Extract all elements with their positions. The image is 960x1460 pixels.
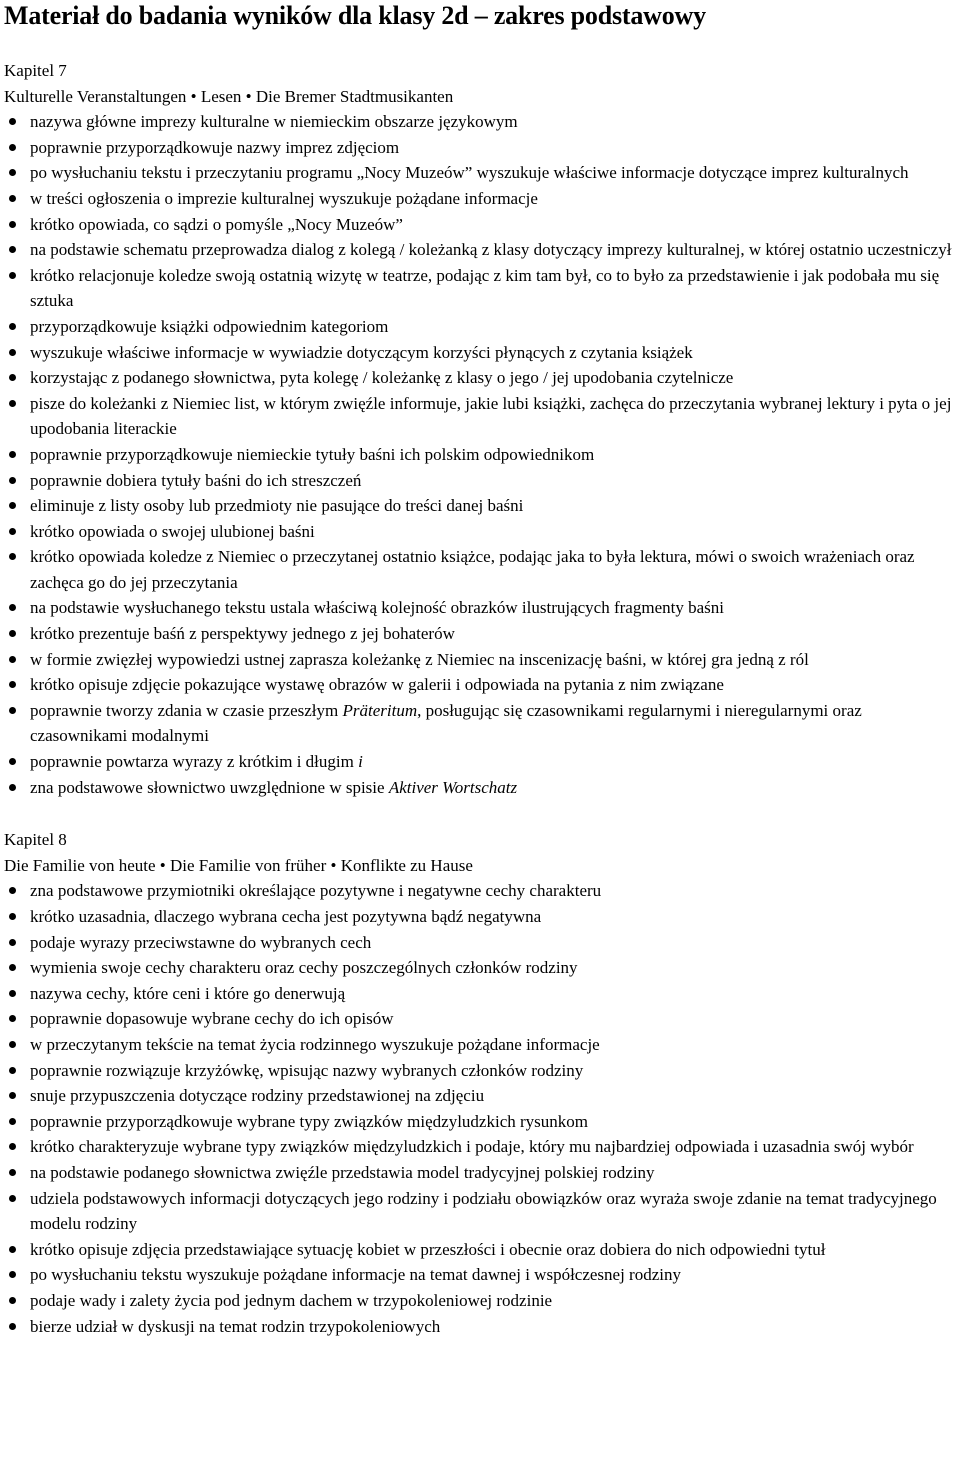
text-run: krótko opowiada koledze z Niemiec o przeczytanej ostatnio książce, podając jaka to była lektura, mówi o swoich wrażeniach oraz zachęca go do jej przeczytania [30,547,915,592]
list-item-text [30,1189,937,1234]
bullet-icon [9,1169,16,1176]
text-run: snuje przypuszczenia dotyczące rodziny przedstawionej na zdjęciu [30,1086,485,1106]
italic-term: Aktiver Wortschatz [388,777,518,797]
text-run: krótko relacjonuje koledze swoją ostatnią wizytę w teatrze, podając z kim tam był, co to było za przedstawienie i jak podobała mu się sztuka [30,265,940,311]
list-item-text [30,1137,914,1156]
list-item [4,1186,958,1237]
bullet-icon [9,1271,16,1278]
list-item [4,212,958,238]
list-item [4,1237,958,1263]
bullet-icon [9,1297,16,1304]
bullet-icon [9,1323,16,1330]
chapter-topics: Kulturelle Veranstaltungen • Lesen • Die Bremer Stadtmusikanten [4,86,454,106]
list-item-text [30,624,455,643]
list-item [4,237,958,263]
list-item [4,1032,958,1058]
list-item-text [30,650,809,669]
list-item [4,1058,958,1084]
list-item-text [30,1009,394,1028]
text-run: w formie zwięzłej wypowiedzi ustnej zaprasza koleżankę z Niemiec na inscenizację baśni, w której gra jedną z ról [30,649,809,669]
bullet-icon [9,1041,16,1048]
list-item [4,1083,958,1109]
italic-term: Präteritum [342,700,418,720]
bullet-icon [9,528,16,535]
text-run: poprawnie przyporządkowuje wybrane typy związków międzyludzkich rysunkom [30,1111,588,1131]
text-run: krótko opowiada, co sądzi o pomyśle „Nocy Muzeów” [30,214,403,234]
list-item [4,1288,958,1314]
bullet-icon [9,195,16,202]
list-item [4,391,958,442]
text-run: zna podstawowe przymiotniki określające pozytywne i negatywne cechy charakteru [30,881,602,901]
list-item-text [30,1112,588,1131]
text-run: na podstawie podanego słownictwa zwięźle przedstawia model tradycyjnej polskiej rodziny [30,1162,655,1182]
list-item-text [30,394,951,439]
text-run: bierze udział w dyskusji na temat rodzin trzypokoleniowych [30,1316,441,1336]
chapter-topics: Die Familie von heute • Die Familie von früher • Konflikte zu Hause [4,855,473,875]
list-item [4,135,958,161]
text-run: krótko uzasadnia, dlaczego wybrana cecha jest pozytywna bądź negatywna [30,907,542,926]
bullet-icon [9,1195,16,1202]
list-item-text [30,1061,583,1080]
list-item-text [30,112,518,131]
text-run: pisze do koleżanki z Niemiec list, w którym zwięźle informuje, jakie lubi książki, zachęca do przeczytania wybranej lektury i pyta o jej upodobania literackie [30,393,952,439]
text-run: w treści ogłoszenia o imprezie kulturalnej wyszukuje pożądane informacje [30,188,538,208]
text-run: w przeczytanym tekście na temat życia rodzinnego wyszukuje pożądane informacje [30,1034,600,1054]
text-run: udziela podstawowych informacji dotyczących jego rodziny i podziału obowiązków oraz wyraża swoje zdanie na temat tradycyjnego modelu rodziny [30,1188,937,1234]
text-run: zna podstawowe słownictwo uwzględnione w spisie [30,777,389,797]
bullet-icon [9,887,16,894]
text-run: eliminuje z listy osoby lub przedmioty nie pasujące do treści danej baśni [30,496,524,516]
bullet-icon [9,1092,16,1099]
list-item [4,749,958,775]
list-item [4,544,958,595]
list-item [4,930,958,956]
list-item-text [30,522,315,541]
text-run: nazywa cechy, które ceni i które go denerwują [30,983,346,1003]
list-item [4,698,958,749]
list-item [4,672,958,698]
bullet-icon [9,939,16,946]
text-run: poprawnie dopasowuje wybrane cechy do ich opisów [30,1009,394,1029]
list-item [4,1134,958,1160]
list-item [4,519,958,545]
list-item-text [30,984,345,1003]
text-run: krótko opowiada o swojej ulubionej baśni [30,521,315,541]
bullet-icon [9,681,16,688]
document-title: Materiał do badania wyników dla klasy 2d – zakres podstawowy [4,1,706,30]
bullet-icon [9,1015,16,1022]
bullet-icon [9,1246,16,1253]
text-run: krótko opisuje zdjęcia przedstawiające sytuację kobiet w przeszłości i obecnie oraz dobiera do nich odpowiedni tytuł [30,1239,826,1259]
list-item [4,981,958,1007]
bullet-icon [9,502,16,509]
list-item-text [30,240,951,259]
text-run: na podstawie schematu przeprowadza dialog z kolegą / koleżanką z klasy dotyczący imprezy kulturalnej, w której ostatnio uczestniczył [30,240,952,260]
list-item [4,1006,958,1032]
bullet-icon [9,144,16,151]
italic-term: i [358,752,363,772]
list-item [4,1109,958,1135]
bullet-icon [9,374,16,381]
list-item-text [30,598,724,617]
bullet-icon [9,246,16,253]
bullet-icon [9,784,16,791]
bullet-icon [9,477,16,484]
bullet-icon [9,913,16,920]
list-item [4,314,958,340]
list-item-text [30,1035,600,1054]
text-run: wymienia swoje cechy charakteru oraz cechy poszczególnych członków rodziny [30,958,578,978]
list-item [4,647,958,673]
text-run: poprawnie tworzy zdania w czasie przeszłym [30,700,343,720]
list-item-text [30,933,371,952]
list-item-text [30,343,693,362]
bullet-icon [9,656,16,663]
list-item [4,1314,958,1340]
chapter-label: Kapitel 7 [4,61,67,80]
text-run: podaje wady i zalety życia pod jednym dachem w trzypokoleniowej rodzinie [30,1290,553,1310]
bullet-icon [9,221,16,228]
list-item-text [30,752,363,771]
list-item [4,109,958,135]
bullet-icon [9,553,16,560]
list-item [4,1262,958,1288]
bullet-icon [9,758,16,765]
chapter-8-list [4,878,958,1339]
list-item-text [30,675,724,694]
list-item [4,955,958,981]
list-item [4,468,958,494]
list-item [4,878,958,904]
text-run: po wysłuchaniu tekstu wyszukuje pożądane informacje na temat dawnej i współczesnej rodziny [30,1265,681,1285]
text-run: wyszukuje właściwe informacje w wywiadzie dotyczącym korzyści płynących z czytania książek [30,342,693,362]
list-item-text [30,1240,825,1259]
text-run: krótko opisuje zdjęcie pokazujące wystawę obrazów w galerii i odpowiada na pytania z nim związane [30,675,724,695]
chapter-7-section [4,58,958,800]
list-item [4,160,958,186]
list-item-text [30,701,862,746]
bullet-icon [9,964,16,971]
list-item-text [30,138,399,157]
list-item-text [30,881,601,900]
list-item-text [30,317,388,336]
list-item [4,595,958,621]
list-item-text [30,907,541,926]
chapter-8-section [4,827,958,1339]
list-item-text [30,1086,484,1105]
list-item-text [30,1265,681,1284]
bullet-icon [9,323,16,330]
list-item [4,493,958,519]
list-item-text [30,958,578,977]
text-run: nazywa główne imprezy kulturalne w niemieckim obszarze językowym [30,112,518,132]
list-item-text [30,1163,655,1182]
list-item-text [30,445,594,464]
list-item [4,904,958,930]
list-item [4,263,958,314]
chapter-7-list [4,109,958,800]
bullet-icon [9,272,16,279]
list-item-text [30,189,538,208]
list-item-text [30,163,909,182]
bullet-icon [9,118,16,125]
text-run: podaje wyrazy przeciwstawne do wybranych cech [30,932,372,952]
list-item [4,1160,958,1186]
text-run: poprawnie dobiera tytuły baśni do ich streszczeń [30,470,362,490]
bullet-icon [9,707,16,714]
bullet-icon [9,169,16,176]
text-run: krótko charakteryzuje wybrane typy związków międzyludzkich i podaje, który mu najbardziej odpowiada i uzasadnia swój wybór [30,1137,914,1157]
list-item [4,365,958,391]
list-item-text [30,1317,440,1336]
chapter-label: Kapitel 8 [4,830,67,850]
bullet-icon [9,990,16,997]
text-run: po wysłuchaniu tekstu i przeczytaniu programu „Nocy Muzeów” wyszukuje właściwe informacje dotyczące imprez kulturalnych [30,163,909,183]
bullet-icon [9,451,16,458]
text-run: poprawnie powtarza wyrazy z krótkim i długim [30,752,359,772]
list-item-text [30,778,517,797]
list-item-text [30,1291,552,1310]
text-run: poprawnie rozwiązuje krzyżówkę, wpisując nazwy wybranych członków rodziny [30,1060,584,1080]
list-item-text [30,547,915,592]
list-item-text [30,471,361,490]
bullet-icon [9,349,16,356]
list-item-text [30,215,403,234]
bullet-icon [9,1067,16,1074]
text-run: korzystając z podanego słownictwa, pyta kolegę / koleżankę z klasy o jego / jej upodobania czytelnicze [30,368,734,388]
bullet-icon [9,604,16,611]
bullet-icon [9,400,16,407]
list-item [4,186,958,212]
text-run: krótko prezentuje baśń z perspektywy jednego z jej bohaterów [30,624,455,644]
text-run: poprawnie przyporządkowuje nazwy imprez zdjęciom [30,137,400,157]
bullet-icon [9,630,16,637]
text-run: poprawnie przyporządkowuje niemieckie tytuły baśni ich polskim odpowiednikom [30,444,595,464]
list-item [4,340,958,366]
list-item [4,621,958,647]
list-item-text [30,266,939,311]
list-item [4,775,958,801]
text-run: przyporządkowuje książki odpowiednim kategoriom [30,316,389,336]
bullet-icon [9,1143,16,1150]
text-run: , posługując się czasownikami regularnymi i nieregularnymi oraz czasownikami modalnymi [30,700,862,746]
text-run: na podstawie wysłuchanego tekstu ustala właściwą kolejność obrazków ilustrujących fragmenty baśni [30,598,724,618]
list-item-text [30,368,733,387]
list-item-text [30,496,523,515]
list-item [4,442,958,468]
bullet-icon [9,1118,16,1125]
